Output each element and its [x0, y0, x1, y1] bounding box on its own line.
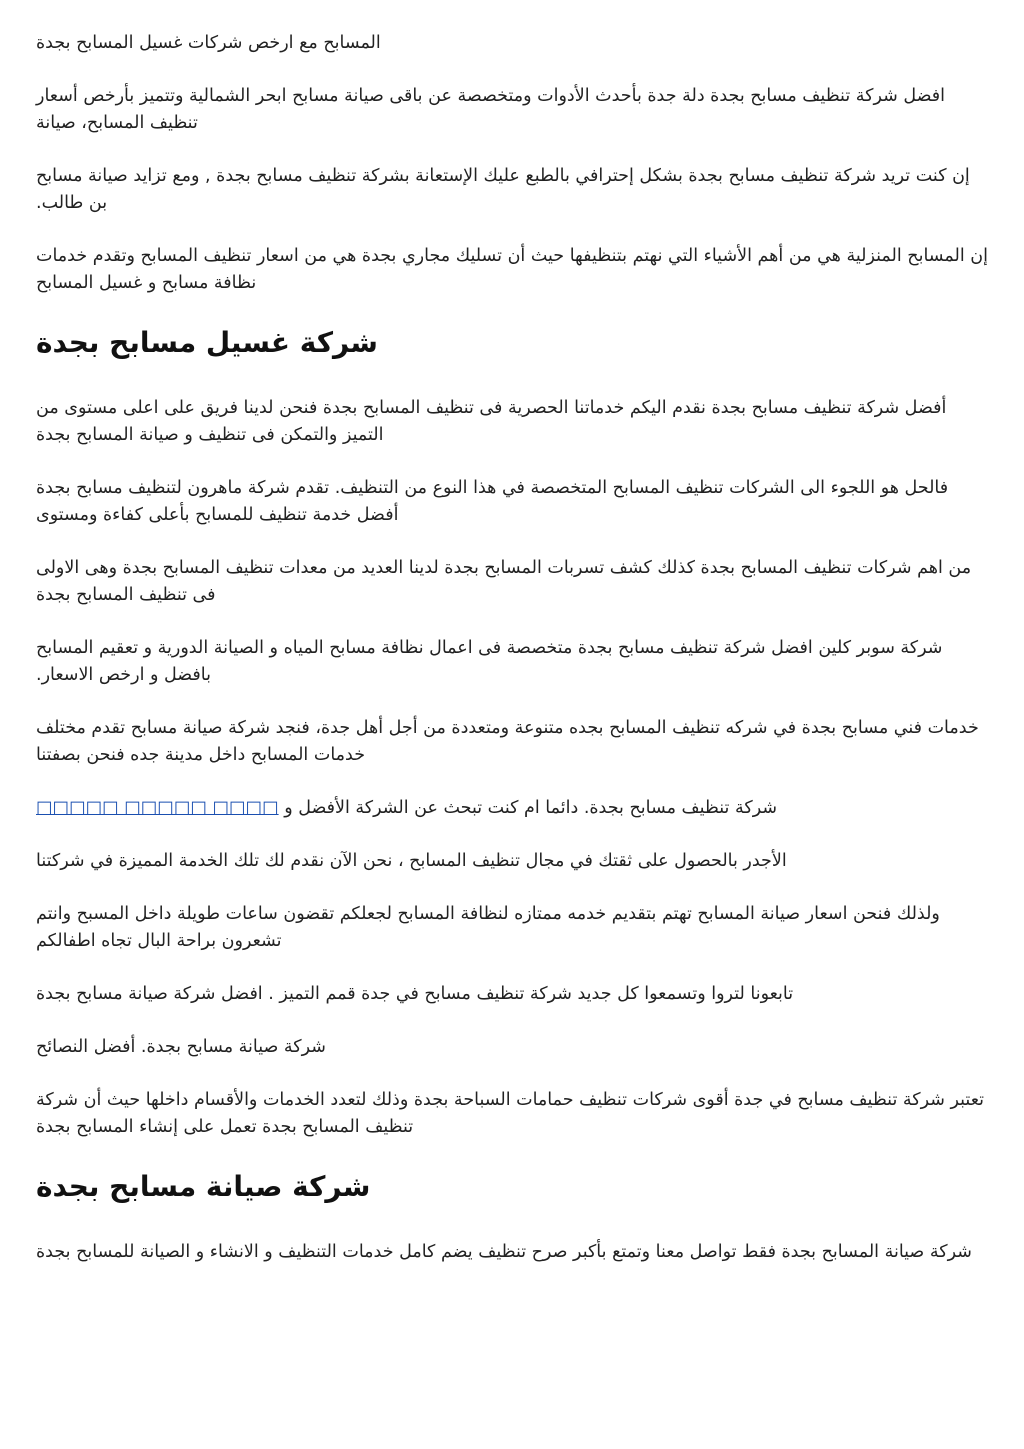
paragraph: فالحل هو اللجوء الى الشركات تنظيف المسابح المتخصصة في هذا النوع من التنظيف. تقدم شركة ماهرون لتنظيف مسابح بجدة أفضل خدمة تنظيف للمسابح بأعلى كفاءة ومستوى: [36, 478, 949, 525]
section-heading-pool-maintenance: شركة صيانة مسابح بجدة: [36, 1170, 371, 1203]
paragraph: افضل شركة تنظيف مسابح بجدة دلة جدة بأحدث الأدوات ومتخصصة عن باقى صيانة مسابح ابحر الشمالية وتتميز بأرخص أسعار تنظيف المسابح، صيانة: [36, 86, 946, 133]
paragraph: إن كنت تريد شركة تنظيف مسابح بجدة بشكل إحترافي بالطبع عليك الإستعانة بشركة تنظيف مسابح بجدة , ومع تزايد صيانة مسابح بن طالب.: [36, 166, 970, 213]
paragraph-text: شركة تنظيف مسابح بجدة. دائما ام كنت تبحث عن الشركة الأفضل و: [284, 798, 778, 818]
paragraph: الأجدر بالحصول على ثقتك في مجال تنظيف المسابح ، نحن الآن نقدم لك تلك الخدمة المميزة في شركتنا: [36, 851, 787, 871]
paragraph: تابعونا لتروا وتسمعوا كل جديد شركة تنظيف مسابح في جدة قمم التميز . افضل شركة صيانة مسابح بجدة: [36, 984, 794, 1004]
paragraph: شركة سوبر كلين افضل شركة تنظيف مسابح بجدة متخصصة فى اعمال نظافة مسابح المياه و الصيانة الدورية و تعقيم المسابح بافضل و ارخص الاسعار.: [36, 638, 943, 685]
paragraph: تعتبر شركة تنظيف مسابح في جدة أقوى شركات تنظيف حمامات السباحة بجدة وذلك لتعدد الخدمات والأقسام داخلها حيث أن شركة تنظيف المسابح بجدة تعمل على إنشاء المسابح بجدة: [36, 1090, 985, 1137]
paragraph: أفضل شركة تنظيف مسابح بجدة نقدم اليكم خدماتنا الحصرية فى تنظيف المسابح بجدة فنحن لدينا فريق على اعلى مستوى من التميز والتمكن فى تنظيف و صيانة المسابح بجدة: [36, 398, 947, 445]
paragraph: من اهم شركات تنظيف المسابح بجدة كذلك كشف تسربات المسابح بجدة لدينا العديد من معدات تنظيف المسابح بجدة وهى الاولى فى تنظيف المسابح بجدة: [36, 558, 972, 605]
paragraph: خدمات فني مسابح بجدة في شركه تنظيف المسابح بجده متنوعة ومتعددة من أجل أهل جدة، فنجد شركة صيانة مسابح تقدم مختلف خدمات المسابح داخل مدينة جده فنحن بصفتنا: [36, 718, 979, 765]
paragraph: ولذلك فنحن اسعار صيانة المسابح تهتم بتقديم خدمه ممتازه لنظافة المسابح لجعلكم تقضون ساعات طويلة داخل المسبح وانتم تشعرون براحة البال تجاه اطفالكم: [36, 904, 940, 951]
document-page: [36, 30, 992, 1292]
paragraph: إن المسابح المنزلية هي من أهم الأشياء التي نهتم بتنظيفها حيث أن تسليك مجاري بجدة هي من اسعار تنظيف المسابح وتقدم خدمات نظافة مسابح و غسيل المسابح: [36, 246, 988, 293]
paragraph-intro: المسابح مع ارخص شركات غسيل المسابح بجدة: [36, 33, 381, 53]
section-heading-pool-washing: شركة غسيل مسابح بجدة: [36, 326, 378, 359]
paragraph-with-link: [36, 795, 992, 822]
inline-link[interactable]: □□□□ □□□□□ □□□□□: [36, 798, 279, 818]
paragraph: شركة صيانة المسابح بجدة فقط تواصل معنا وتمتع بأكبر صرح تنظيف يضم كامل خدمات التنظيف و الانشاء و الصيانة للمسابح بجدة: [36, 1242, 972, 1262]
paragraph: شركة صيانة مسابح بجدة. أفضل النصائح: [36, 1037, 326, 1057]
